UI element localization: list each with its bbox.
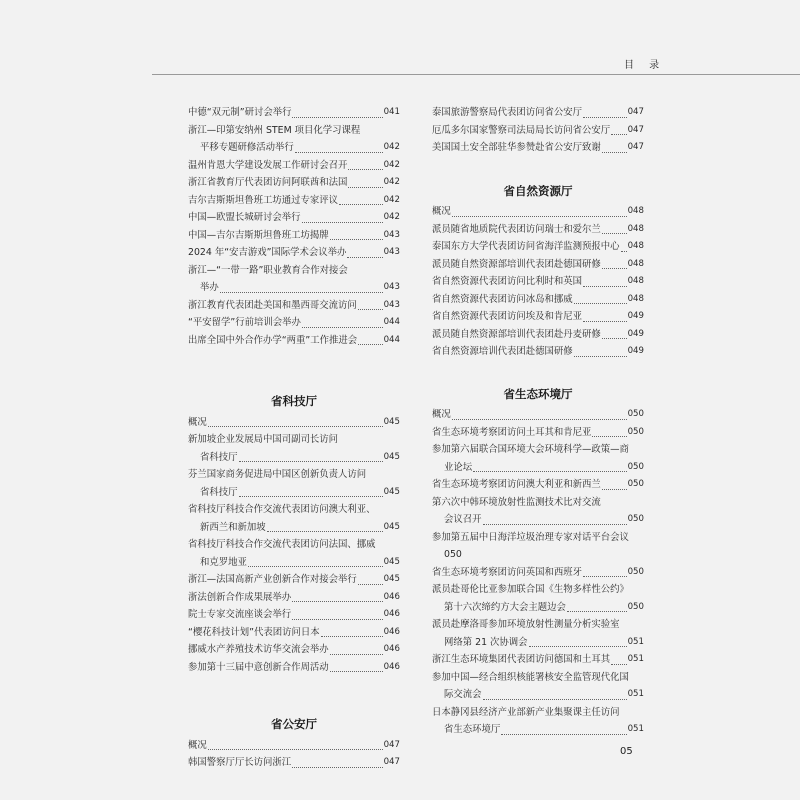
toc-column-left [188,104,400,772]
spacer [432,157,644,183]
entry-page-number: 048 [627,241,644,251]
entry-title: 中国—欧盟长城研讨会举行 [188,212,301,223]
dot-leader [330,671,383,672]
entry-page-number: 045 [383,486,400,497]
entry-title: 省自然资源培训代表团赴德国研修 [432,346,573,357]
toc-entry [432,122,644,140]
entry-page-number: 050 [627,566,644,577]
entry-title: 业论坛 [444,461,473,473]
entry-title-line: 新加坡企业发展局中国司副司长访问 [188,434,339,445]
entry-title: 2024 年“安吉游戏”国际学术会议举办 [188,247,347,258]
dot-leader [302,327,383,328]
toc-entry [188,279,400,297]
toc-entry [188,332,400,350]
entry-title: 省生态环境考察团访问澳大利亚和新西兰 [432,479,601,490]
dot-leader [621,251,627,252]
dot-leader [529,646,627,647]
dot-leader [295,152,383,153]
entry-page-number: 043 [383,229,400,240]
entry-title: 举办 [200,282,219,293]
entry-title: “樱花科技计划”代表团访问日本 [188,626,320,638]
dot-leader [208,749,383,750]
toc-entry [432,104,644,122]
entry-title: 省科技厅 [200,451,238,463]
entry-page-number: 050 [627,479,644,489]
toc-entry [188,139,400,157]
entry-page-number: 045 [383,574,400,584]
toc-entry [432,511,644,529]
entry-title-line: 050 [444,549,462,560]
entry-page-number: 049 [627,328,644,339]
entry-title: 省自然资源代表团访问埃及和肯尼亚 [432,311,583,322]
entry-title-line: 派员赴摩洛哥参加环境放射性测量分析实验室 [432,619,620,630]
entry-title: 省生态环境厅 [444,724,501,735]
entry-title-line: 芬兰国家商务促进局中国区创新负责人访问 [188,469,367,480]
toc-entry [432,476,644,494]
dot-leader [292,601,382,602]
dot-leader [501,734,626,735]
toc-entry [188,659,400,677]
entry-page-number: 050 [627,409,644,419]
entry-page-number: 042 [383,159,400,170]
entry-page-number: 047 [383,739,400,750]
toc-entry [188,244,400,262]
section-heading: 省公安厅 [271,717,317,731]
entry-title: 挪威水产养殖技术访华交流会举办 [188,644,329,655]
entry-page-number: 049 [627,346,644,356]
dot-leader [602,152,627,153]
entry-page-number: 049 [627,311,644,321]
entry-title: “平安留学”行前培训会举办 [188,317,301,328]
toc-block [432,406,644,739]
toc-entry [432,343,644,361]
dot-leader [339,204,383,205]
dot-leader [602,489,627,490]
entry-title: 泰国东方大学代表团访问省海洋监测预报中心 [432,241,620,252]
toc-entry [188,606,400,624]
toc-entry [432,459,644,477]
entry-title-line: 第六次中韩环境放射性监测技术比对交流 [432,496,601,508]
entry-title: 省科技厅 [200,486,238,498]
dot-leader [347,257,382,258]
toc-entry [432,651,644,669]
toc-entry [432,291,644,309]
dot-leader [583,286,627,287]
entry-title: 省生态环境考察团访问土耳其和肯尼亚 [432,426,592,438]
entry-page-number: 043 [383,299,400,310]
toc-entry [188,449,400,467]
toc-entry [188,174,400,192]
header-title: 目 录 [624,60,666,71]
entry-title-line: 参加中国—经合组织核能署核安全监管现代化国 [432,671,629,683]
toc-entry [188,737,400,755]
entry-page-number: 048 [627,276,644,286]
toc-entry [188,209,400,227]
entry-page-number: 045 [383,556,400,567]
toc-block [188,104,400,349]
dot-leader [330,239,383,240]
dot-leader [292,117,382,118]
entry-page-number: 041 [383,107,400,117]
entry-title-line: 参加第五届中日海洋垃圾治理专家对话平台会议 [432,531,629,543]
dot-leader [348,187,382,188]
entry-title: 浙江生态环境集团代表团访问德国和土耳其 [432,654,611,665]
dot-leader [348,169,382,170]
toc-entry [432,599,644,617]
entry-title: 中国—吉尔吉斯斯坦鲁班工坊揭牌 [188,229,329,241]
dot-leader [452,419,627,420]
spacer [188,676,400,716]
toc-entry [188,104,400,122]
dot-leader [452,216,627,217]
toc-entry [432,564,644,582]
dot-leader [267,531,383,532]
toc-entry [188,414,400,432]
entry-title: 院士专家交流座谈会举行 [188,609,292,620]
entry-page-number: 048 [627,293,644,304]
dot-leader [602,233,627,234]
toc-entry [188,157,400,175]
entry-page-number: 042 [383,194,400,205]
toc-block [188,414,400,677]
entry-title: 第十六次缔约方大会主题边会 [444,601,566,613]
dot-leader [483,524,627,525]
entry-title: 网络第 21 次协调会 [444,636,528,648]
section-heading: 省自然资源厅 [503,183,573,198]
entry-page-number: 045 [383,416,400,427]
dot-leader [567,611,627,612]
entry-page-number: 048 [627,206,644,216]
toc-entry [432,238,644,256]
dot-leader [248,566,383,567]
entry-title: 中德“双元制”研讨会举行 [188,107,292,118]
toc-column-right [432,104,644,739]
entry-title-line: 浙江—印第安纳州 STEM 项目化学习课程 [188,124,361,136]
dot-leader [611,664,626,665]
page-number: 05 [620,746,633,757]
toc-entry [188,297,400,315]
entry-page-number: 046 [383,609,400,619]
entry-page-number: 048 [627,223,644,234]
entry-page-number: 047 [627,124,644,135]
section-heading: 省生态环境厅 [503,386,573,401]
entry-page-number: 042 [383,142,400,152]
dot-leader [583,321,627,322]
toc-entry [432,406,644,424]
entry-title-line: 浙江—“一带一路”职业教育合作对接会 [188,264,348,276]
entry-title: 概况 [188,416,207,428]
toc-entry [432,686,644,704]
dot-leader [611,134,626,135]
toc-entry [432,203,644,221]
entry-title: 浙江教育代表团赴美国和墨西哥交流访问 [188,299,357,311]
entry-title-line: 省科技厅科技合作交流代表团访问法国、挪威 [188,539,376,550]
toc-entry [188,554,400,572]
entry-page-number: 042 [383,177,400,187]
entry-page-number: 044 [383,317,400,327]
dot-leader [330,654,383,655]
entry-title: 概况 [432,409,451,420]
spacer [188,349,400,393]
entry-title: 浙法创新合作成果展举办 [188,591,292,603]
entry-page-number: 048 [627,258,644,269]
entry-page-number: 043 [383,247,400,257]
toc-entry [432,139,644,157]
dot-leader [358,584,383,585]
dot-leader [574,303,627,304]
entry-page-number: 046 [383,644,400,654]
dot-leader [239,496,383,497]
header-rule [152,74,800,75]
dot-leader [574,356,627,357]
toc-entry [432,221,644,239]
dot-leader [602,338,627,339]
entry-title: 新西兰和新加坡 [200,521,266,533]
entry-title: 浙江省教育厅代表团访问阿联酋和法国 [188,177,348,188]
entry-page-number: 047 [627,107,644,117]
toc-entry [432,634,644,652]
entry-title-line: 日本静冈县经济产业部新产业集聚课主任访问 [432,706,620,718]
entry-title-line: 省科技厅科技合作交流代表团访问澳大利亚、 [188,504,376,515]
entry-page-number: 047 [627,142,644,152]
entry-title: 韩国警察厅厅长访问浙江 [188,757,292,768]
toc-entry [188,484,400,502]
entry-title: 省自然资源代表团访问冰岛和挪威 [432,293,573,305]
entry-page-number: 047 [383,757,400,767]
dot-leader [302,222,383,223]
entry-title: 浙江—法国高新产业创新合作对接会举行 [188,574,357,585]
spacer [432,361,644,386]
dot-leader [583,117,627,118]
dot-leader [220,292,383,293]
toc-block [188,737,400,772]
entry-page-number: 044 [383,334,400,345]
entry-page-number: 050 [627,601,644,612]
entry-page-number: 050 [627,514,644,524]
entry-page-number: 051 [627,636,644,647]
entry-page-number: 045 [383,521,400,532]
entry-page-number: 050 [627,426,644,437]
entry-title: 平移专题研修活动举行 [200,142,294,153]
toc-entry [432,424,644,442]
entry-page-number: 051 [627,689,644,699]
dot-leader [483,699,627,700]
entry-title: 和克罗地亚 [200,556,247,568]
entry-page-number: 051 [627,654,644,664]
toc-entry [188,571,400,589]
toc-entry [432,256,644,274]
entry-title: 出席全国中外合作办学“两重”工作推进会 [188,334,358,346]
toc-entry [432,326,644,344]
section-heading: 省科技厅 [271,394,317,408]
entry-title: 泰国旅游警察局代表团访问省公安厅 [432,107,583,118]
entry-title-line: 派员赴哥伦比亚参加联合国《生物多样性公约》 [432,584,629,595]
entry-title: 派员随省地质院代表团访问瑞士和爱尔兰 [432,223,601,235]
entry-page-number: 050 [627,461,644,472]
entry-title: 参加第十三届中意创新合作周活动 [188,661,329,673]
toc-entry [188,641,400,659]
dot-leader [592,436,626,437]
toc-block [432,203,644,361]
dot-leader [602,268,627,269]
dot-leader [208,426,383,427]
entry-page-number: 046 [383,591,400,602]
toc-entry [188,624,400,642]
entry-page-number: 046 [383,626,400,637]
entry-title: 际交流会 [444,689,482,700]
entry-page-number: 046 [383,661,400,672]
dot-leader [583,576,627,577]
toc-entry [188,589,400,607]
entry-page-number: 051 [627,724,644,734]
toc-entry [188,227,400,245]
dot-leader [239,461,383,462]
entry-title: 省生态环境考察团访问英国和西班牙 [432,566,583,578]
entry-title: 吉尔吉斯斯坦鲁班工坊通过专家评议 [188,194,339,206]
toc-entry [188,519,400,537]
toc-entry [188,754,400,772]
entry-title: 温州肯恩大学建设发展工作研讨会召开 [188,159,348,171]
entry-title: 省自然资源代表团访问比利时和英国 [432,276,583,287]
entry-title-line: 参加第六届联合国环境大会环境科学—政策—商 [432,444,629,455]
toc-entry [188,314,400,332]
entry-page-number: 045 [383,451,400,462]
toc-block [432,104,644,157]
entry-title: 概况 [432,206,451,217]
entry-title: 派员随自然资源部培训代表团赴丹麦研修 [432,328,601,340]
entry-title: 派员随自然资源部培训代表团赴德国研修 [432,258,601,270]
dot-leader [358,309,383,310]
dot-leader [473,471,626,472]
entry-title: 美国国土安全部驻华参赞赴省公安厅致谢 [432,142,601,153]
toc-entry [432,721,644,739]
entry-title: 概况 [188,739,207,751]
toc-entry [432,308,644,326]
dot-leader [292,619,382,620]
entry-page-number: 042 [383,212,400,222]
toc-entry [188,192,400,210]
entry-page-number: 043 [383,282,400,292]
entry-title: 厄瓜多尔国家警察司法局局长访问省公安厅 [432,124,611,136]
entry-title: 会议召开 [444,514,482,525]
toc-entry [432,273,644,291]
dot-leader [321,636,383,637]
dot-leader [292,767,382,768]
dot-leader [358,344,383,345]
